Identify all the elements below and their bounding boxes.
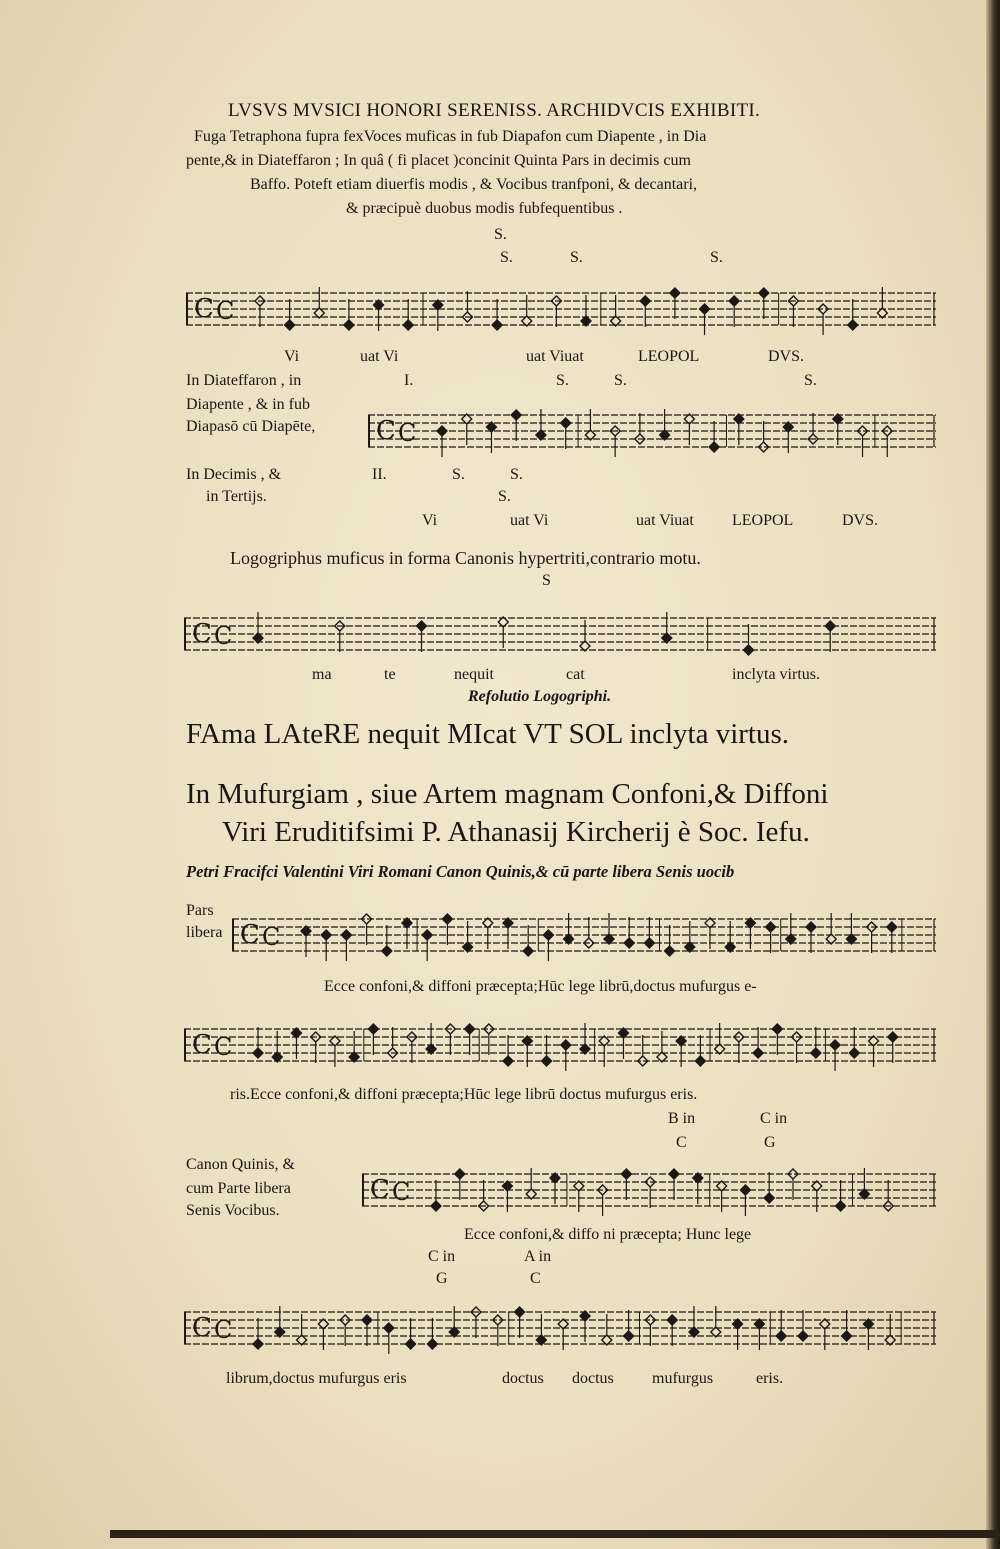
- note-head: [766, 922, 776, 932]
- note-head: [759, 288, 769, 298]
- side-label: Diapente , & in fub: [186, 396, 310, 413]
- entry-label: C: [676, 1134, 687, 1151]
- sign-s: S.: [614, 372, 627, 389]
- side-label: In Decimis , &: [186, 466, 282, 483]
- entry-label: C in: [760, 1110, 788, 1127]
- note-head: [492, 320, 502, 330]
- note-head: [437, 426, 447, 436]
- time-signature: C: [214, 622, 233, 650]
- entry-label: C: [530, 1270, 541, 1287]
- note-head: [344, 320, 354, 330]
- note-head: [561, 1040, 571, 1050]
- sign-s: S.: [710, 249, 723, 266]
- sign-s: S.: [494, 226, 507, 243]
- staff-6-svg: [362, 1152, 938, 1228]
- note-head: [422, 930, 432, 940]
- note-head: [523, 946, 533, 956]
- note-head: [848, 320, 858, 330]
- note-head: [772, 1024, 782, 1034]
- note-head: [455, 1169, 465, 1179]
- lyric-word: uat Viuat: [526, 348, 584, 365]
- note-head: [624, 938, 634, 948]
- note-head: [811, 1048, 821, 1058]
- note-head: [431, 1201, 441, 1211]
- note-head: [700, 304, 710, 314]
- sign-s: S.: [556, 372, 569, 389]
- clef-glyph: C: [240, 920, 260, 950]
- note-head: [764, 1193, 774, 1203]
- note-head: [341, 930, 351, 940]
- page-bottom-edge: [110, 1530, 1000, 1538]
- side-label: In Diateffaron , in: [186, 372, 302, 389]
- pars-label: Pars: [186, 902, 214, 919]
- entry-label: B in: [668, 1110, 696, 1127]
- note-head: [403, 320, 413, 330]
- note-head: [836, 1201, 846, 1211]
- note-head: [503, 1056, 513, 1066]
- lyric-word: uat Vi: [360, 348, 399, 365]
- note-head: [624, 1331, 634, 1341]
- lyric-line: Ecce confoni,& diffo ni præcepta; Hunc lege: [464, 1226, 752, 1243]
- note-head: [321, 930, 331, 940]
- lyric-word: ma: [312, 666, 332, 683]
- note-head: [709, 442, 719, 452]
- music-staff-pars-libera: [232, 896, 938, 974]
- clef-glyph: C: [192, 1313, 212, 1343]
- note-head: [849, 1048, 859, 1058]
- lyric-line: Ecce confoni,& diffoni præcepta;Hūc lege librū,doctus mufurgus e-: [324, 978, 757, 995]
- clef-glyph: C: [376, 416, 396, 446]
- lyric-word: DVS.: [842, 512, 879, 529]
- lyric-word: doctus: [502, 1370, 544, 1387]
- clef-glyph: C: [192, 1030, 212, 1060]
- book-gutter: [986, 0, 1000, 1549]
- note-head: [382, 946, 392, 956]
- time-signature: C: [216, 297, 235, 325]
- musurgia-heading-line-2: Viri Eruditifsimi P. Athanasij Kircherij è Soc. Iefu.: [222, 816, 810, 848]
- note-head: [887, 922, 897, 932]
- sign-s: S: [542, 572, 551, 589]
- lyric-word: te: [384, 666, 396, 683]
- note-head: [362, 1315, 372, 1325]
- note-head: [465, 1024, 475, 1034]
- note-head: [776, 1331, 786, 1341]
- note-head: [515, 1307, 525, 1317]
- pars-label: libera: [186, 924, 223, 941]
- note-head: [543, 930, 553, 940]
- note-head: [888, 1032, 898, 1042]
- note-head: [253, 1048, 263, 1058]
- music-staff-logogriphus: [184, 598, 938, 670]
- sign-s: S.: [570, 249, 583, 266]
- note-head: [511, 410, 521, 420]
- note-head: [561, 418, 571, 428]
- note-head: [729, 296, 739, 306]
- clef-glyph: C: [192, 619, 212, 649]
- music-staff-canon-2: [184, 1008, 938, 1082]
- lyric-word: LEOPOL: [732, 512, 794, 529]
- clef-glyph: C: [194, 294, 214, 324]
- sign-s: S.: [452, 466, 465, 483]
- lyric-word: DVS.: [768, 348, 805, 365]
- note-head: [368, 1024, 378, 1034]
- note-head: [744, 645, 754, 655]
- note-head: [667, 1315, 677, 1325]
- music-staff-1: [186, 274, 938, 344]
- lyric-word: librum,doctus mufurgus eris: [226, 1370, 407, 1387]
- note-head: [640, 296, 650, 306]
- fuga-description-line-4: & præcipuè duobus modis fubfequentibus .: [346, 200, 623, 217]
- note-head: [798, 1331, 808, 1341]
- staff-4-svg: [232, 896, 938, 974]
- resolution-text: FAma LAteRE nequit MIcat VT SOL inclyta virtus.: [186, 718, 790, 750]
- canon-side-label: cum Parte libera: [186, 1180, 291, 1197]
- staff-3-svg: [184, 598, 938, 670]
- staff-7-svg: [184, 1290, 938, 1366]
- logogriphus-title: Logogriphus muficus in forma Canonis hypertriti,contrario motu.: [230, 548, 701, 568]
- staff-5-svg: [184, 1008, 938, 1082]
- lyric-word: eris.: [756, 1370, 784, 1387]
- time-signature: C: [214, 1316, 233, 1344]
- note-head: [285, 320, 295, 330]
- lyric-word: nequit: [454, 666, 494, 683]
- canon-side-label: Canon Quinis, &: [186, 1156, 295, 1173]
- fuga-description-line-2: pente,& in Diateffaron ; In quâ ( fi placet )concinit Quinta Pars in decimis cum: [186, 152, 691, 169]
- note-head: [753, 1048, 763, 1058]
- sign-s: S.: [510, 466, 523, 483]
- roman-numeral: II.: [372, 466, 387, 483]
- lyric-line: ris.Ecce confoni,& diffoni præcepta;Hūc lege librū doctus mufurgus eris.: [230, 1086, 698, 1103]
- side-label: Diapasō cū Diapēte,: [186, 418, 316, 435]
- lyric-word: doctus: [572, 1370, 614, 1387]
- note-head: [542, 1056, 552, 1066]
- entry-label: C in: [428, 1248, 456, 1265]
- sign-s: S.: [804, 372, 817, 389]
- note-head: [665, 946, 675, 956]
- note-head: [621, 1169, 631, 1179]
- running-title: LVSVS MVSICI HONORI SERENISS. ARCHIDVCIS EXHIBITI.: [228, 100, 761, 121]
- note-head: [669, 1169, 679, 1179]
- sign-s: S.: [498, 488, 511, 505]
- time-signature: C: [392, 1178, 411, 1206]
- lyric-word: LEOPOL: [638, 348, 700, 365]
- note-head: [417, 621, 427, 631]
- note-head: [842, 1331, 852, 1341]
- lyric-word: uat Viuat: [636, 512, 694, 529]
- canon-heading: Petri Fracifci Valentini Viri Romani Canon Quinis,& cū parte libera Senis uocib: [186, 862, 735, 881]
- note-head: [830, 1040, 840, 1050]
- lyric-word: Vi: [422, 512, 438, 529]
- side-label: in Tertijs.: [206, 488, 267, 505]
- music-staff-canon-4: [184, 1290, 938, 1366]
- note-head: [806, 922, 816, 932]
- time-signature: C: [262, 923, 281, 951]
- music-staff-2: [368, 396, 938, 466]
- entry-label: G: [764, 1134, 776, 1151]
- staff-1-svg: [186, 274, 938, 344]
- note-head: [695, 1056, 705, 1066]
- roman-numeral: I.: [404, 372, 414, 389]
- note-head: [427, 1339, 437, 1349]
- fuga-description-line-3: Baffo. Poteft etiam diuerfis modis , & Vocibus tranfponi, & decantari,: [250, 176, 698, 193]
- note-head: [740, 1185, 750, 1195]
- canon-side-label: Senis Vocibus.: [186, 1202, 280, 1219]
- note-head: [825, 621, 835, 631]
- time-signature: C: [214, 1033, 233, 1061]
- fuga-description-line-1: Fuga Tetraphona fupra fexVoces muficas in fub Diapafon cum Diapente , in Dia: [194, 128, 707, 145]
- entry-label: A in: [524, 1248, 552, 1265]
- entry-label: G: [436, 1270, 448, 1287]
- lyric-word: uat Vi: [510, 512, 549, 529]
- note-head: [644, 938, 654, 948]
- resolution-title: Refolutio Logogriphi.: [468, 688, 612, 705]
- lyric-word: inclyta virtus.: [732, 666, 820, 683]
- lyric-word: Vi: [284, 348, 300, 365]
- lyric-word: cat: [566, 666, 585, 683]
- time-signature: C: [398, 419, 417, 447]
- note-head: [253, 1339, 263, 1349]
- staff-2-svg: [368, 396, 938, 466]
- sign-s: S.: [500, 249, 513, 266]
- lyric-word: mufurgus: [652, 1370, 714, 1387]
- clef-glyph: C: [370, 1175, 390, 1205]
- note-head: [406, 1339, 416, 1349]
- musurgia-heading-line-1: In Mufurgiam , siue Artem magnam Confoni,& Diffoni: [186, 778, 829, 810]
- note-head: [384, 1323, 394, 1333]
- note-head: [670, 288, 680, 298]
- music-staff-canon-3: [362, 1152, 938, 1228]
- note-head: [442, 914, 452, 924]
